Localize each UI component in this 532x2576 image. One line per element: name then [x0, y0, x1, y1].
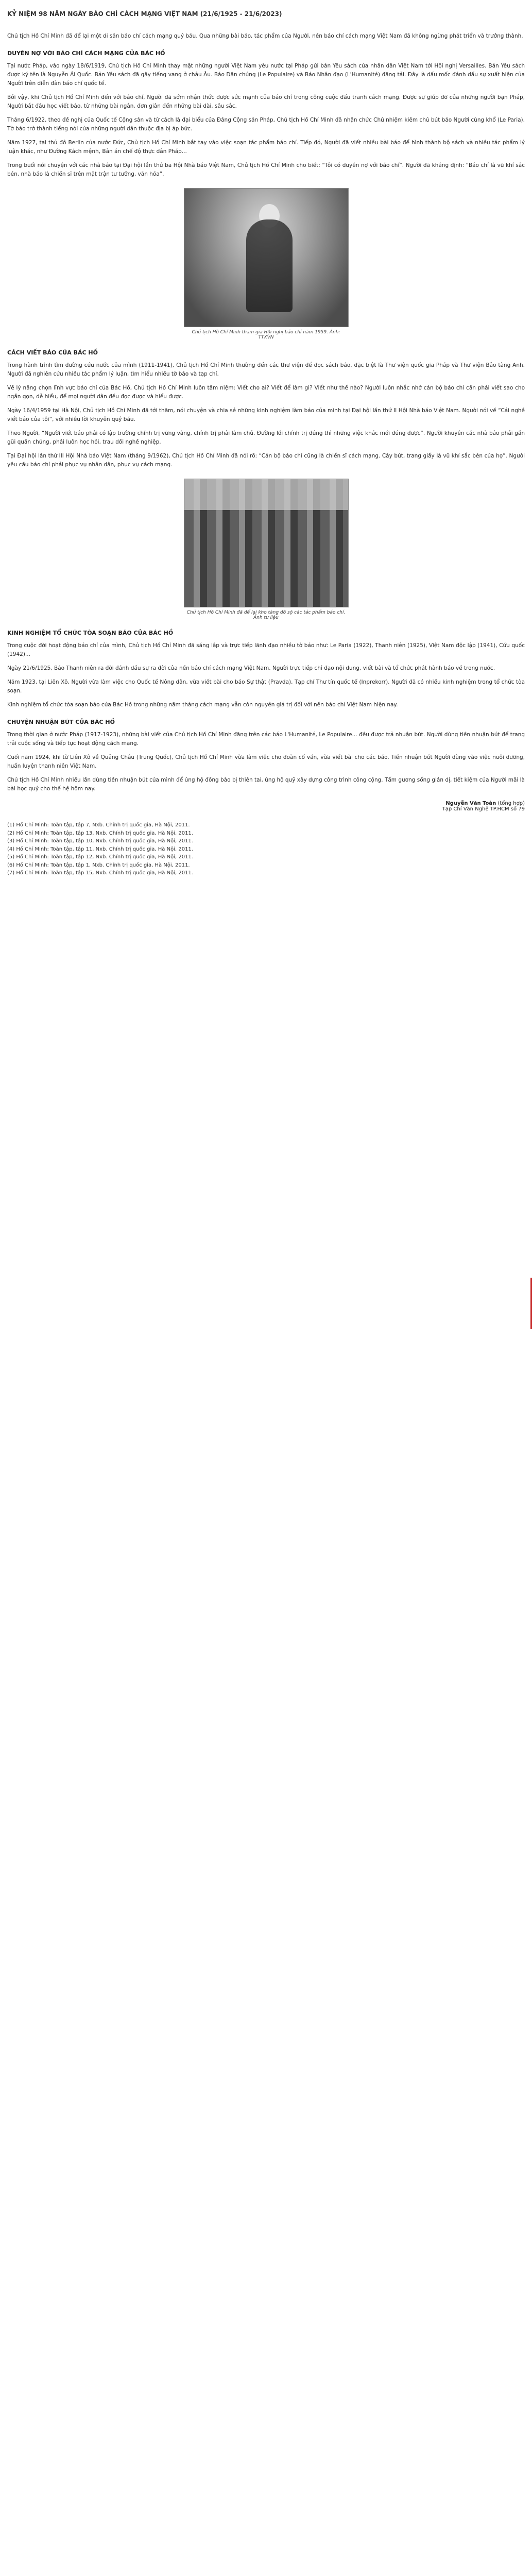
section-heading: CÁCH VIẾT BÁO CỦA BÁC HỒ: [7, 349, 98, 356]
paragraph: Tại nước Pháp, vào ngày 18/6/1919, Chủ tịch Hồ Chí Minh thay mặt những người Việt Nam yêu nước tại Pháp gửi bản Yêu sách của nhân dân Việt Nam tới Hội nghị Versailles. Bản Yêu sách được ký tên là Nguyễn Ái Quốc. Bản Yêu sách đã gây tiếng vang ở châu Âu. Báo Dân chúng (Le Populaire) và Báo Nhân đạo (L'Humanité) đăng tải. Đây là dấu mốc đánh dấu sự xuất hiện của Người trên diễn đàn báo chí quốc tế.: [7, 63, 525, 87]
paragraph: Tại Đại hội lần thứ III Hội Nhà báo Việt Nam (tháng 9/1962), Chủ tịch Hồ Chí Minh đã nói rõ: “Cán bộ báo chí cũng là chiến sĩ cách mạng. Cây bút, trang giấy là vũ khí sắc bén của họ”. Người yêu cầu báo chí phải phục vụ nhân dân, phục vụ cách mạng.: [7, 453, 525, 468]
paragraph: Ngày 16/4/1959 tại Hà Nội, Chủ tịch Hồ Chí Minh đã tới thăm, nói chuyện và chia sẻ những kinh nghiệm làm báo của mình tại Đại hội lần thứ II Hội Nhà báo Việt Nam. Người nói về “Cái nghề viết báo của tôi”, với nhiều lời khuyên quý báu.: [7, 408, 525, 422]
section-heading: CHUYỆN NHUẬN BÚT CỦA BÁC HỒ: [7, 719, 115, 725]
section-heading: KINH NGHIỆM TỔ CHỨC TÒA SOẠN BÁO CỦA BÁC HỒ: [7, 630, 174, 636]
section-heading: DUYÊN NỢ VỚI BÁO CHÍ CÁCH MẠNG CỦA BÁC HỒ: [7, 50, 165, 57]
author-name: Nguyễn Văn Toàn: [445, 801, 496, 806]
paragraph: Chủ tịch Hồ Chí Minh nhiều lần dùng tiền nhuận bút của mình để ủng hộ đồng bào bị thiên tai, ủng hộ quỹ xây dựng công trình công cộng. Tấm gương sống giản dị, tiết kiệm của Người mãi là bài học quý cho thế hệ hôm nay.: [7, 777, 525, 792]
paragraph: Ngày 21/6/1925, Báo Thanh niên ra đời đánh dấu sự ra đời của nền báo chí cách mạng Việt Nam. Người trực tiếp chỉ đạo nội dung, viết bài và tổ chức phát hành báo về trong nước.: [7, 665, 495, 671]
references: [7, 821, 525, 877]
paragraph: Trong thời gian ở nước Pháp (1917-1923), những bài viết của Chủ tịch Hồ Chí Minh đăng trên các báo L'Humanité, Le Populaire... đều được trả nhuận bút. Người dùng tiền nhuận bút để trang trải cuộc sống và tiếp tục hoạt động cách mạng.: [7, 732, 525, 747]
paragraph: Kinh nghiệm tổ chức tòa soạn báo của Bác Hồ trong những năm tháng cách mạng vẫn còn nguyên giá trị đối với nền báo chí Việt Nam hiện nay.: [7, 702, 398, 708]
paragraph: Tháng 6/1922, theo đề nghị của Quốc tế Cộng sản và từ cách là đại biểu của Đảng Cộng sản Pháp, Chủ tịch Hồ Chí Minh đã nhận chức Chủ nhiệm kiêm chủ bút báo Người cùng khổ (Le Paria). Tờ báo trở thành tiếng nói của những người dân thuộc địa bị áp bức.: [7, 117, 525, 132]
figure: [184, 188, 349, 340]
article-title: KỶ NIỆM 98 NĂM NGÀY BÁO CHÍ CÁCH MẠNG VIỆT NAM (21/6/1925 - 21/6/2023): [7, 10, 282, 18]
figure: [184, 479, 349, 620]
reference-item: (5) Hồ Chí Minh: Toàn tập, tập 12, Nxb. Chính trị quốc gia, Hà Nội, 2011.: [7, 854, 193, 860]
paragraph: Năm 1923, tại Liên Xô, Người vừa làm việc cho Quốc tế Nông dân, vừa viết bài cho báo Sự thật (Pravda), Tạp chí Thư tín quốc tế (Inprekorr). Người đã có nhiều kinh nghiệm trong tổ chức tòa soạn.: [7, 679, 525, 694]
reference-item: (6) Hồ Chí Minh: Toàn tập, tập 1, Nxb. Chính trị quốc gia, Hà Nội, 2011.: [7, 862, 190, 868]
figure-caption: Chủ tịch Hồ Chí Minh tham gia Hội nghị báo chí năm 1959. Ảnh: TTXVN: [192, 330, 340, 340]
paragraph: Theo Người, “Người viết báo phải có lập trường chính trị vững vàng, chính trị phải làm chủ. Đường lối chính trị đúng thì những việc khác mới đúng được”. Người khuyên các nhà báo phải gần gũi quần chúng, phải luôn học hỏi, trau dồi nghề nghiệp.: [7, 430, 525, 445]
author-signature: [7, 801, 525, 812]
paragraph: Về lý năng chọn lĩnh vực báo chí của Bác Hồ, Chủ tịch Hồ Chí Minh luôn tâm niệm: Viết cho ai? Viết để làm gì? Viết như thế nào? Người luôn nhắc nhở cán bộ báo chí cần phải viết sao cho ngắn gọn, dễ hiểu, để mọi người dân đều đọc được và hiểu được.: [7, 385, 525, 400]
reference-item: (4) Hồ Chí Minh: Toàn tập, tập 11, Nxb. Chính trị quốc gia, Hà Nội, 2011.: [7, 846, 193, 852]
source-line: Tạp Chí Văn Nghệ TP.HCM số 79: [442, 806, 525, 812]
paragraph: Trong hành trình tìm đường cứu nước của mình (1911-1941), Chủ tịch Hồ Chí Minh thường đến các thư viện để đọc sách báo, đặc biệt là Thư viện quốc gia Pháp và Thư viện Bảo tàng Anh. Người đã nghiên cứu nhiều tác phẩm lý luận, tìm hiểu nhiều tờ báo và tạp chí.: [7, 362, 525, 377]
paragraph: Trong buổi nói chuyện với các nhà báo tại Đại hội lần thứ ba Hội Nhà báo Việt Nam, Chủ tịch Hồ Chí Minh cho biết: “Tôi có duyên nợ với báo chí”. Người đã khẳng định: “Báo chí là vũ khí sắc bén, nhà báo là chiến sĩ trên mặt trận tư tưởng, văn hóa”.: [7, 162, 525, 177]
intro-paragraph: Chủ tịch Hồ Chí Minh đã để lại một di sản báo chí cách mạng quý báu. Qua những bài báo, tác phẩm của Người, nền báo chí cách mạng Việt Nam đã không ngừng phát triển và trưởng thành.: [7, 33, 523, 39]
paragraph: Năm 1927, tại thủ đô Berlin của nước Đức, Chủ tịch Hồ Chí Minh bắt tay vào việc soạn tác phẩm báo chí. Tiếp đó, Người đã viết nhiều bài báo để hình thành bộ sách và nhiều tác phẩm lý luận khác, như Đường Kách mệnh, Bản án chế độ thực dân Pháp...: [7, 140, 525, 155]
reference-item: (1) Hồ Chí Minh: Toàn tập, tập 7, Nxb. Chính trị quốc gia, Hà Nội, 2011.: [7, 822, 190, 828]
reference-item: (3) Hồ Chí Minh: Toàn tập, tập 10, Nxb. Chính trị quốc gia, Hà Nội, 2011.: [7, 838, 193, 844]
author-note: (tổng hợp): [497, 801, 525, 806]
photo-ho-chi-minh: [184, 188, 349, 327]
paragraph: Cuối năm 1924, khi từ Liên Xô về Quảng Châu (Trung Quốc), Chủ tịch Hồ Chí Minh vừa làm việc cho đoàn cố vấn, vừa viết bài cho các báo. Tiền nhuận bút Người dùng vào việc nuôi dưỡng, huấn luyện thanh niên Việt Nam.: [7, 754, 525, 769]
photo-newspapers: [184, 479, 349, 607]
reference-item: (2) Hồ Chí Minh: Toàn tập, tập 13, Nxb. Chính trị quốc gia, Hà Nội, 2011.: [7, 830, 193, 836]
figure-caption: Chủ tịch Hồ Chí Minh đã để lại kho tàng đồ sộ các tác phẩm báo chí. Ảnh tư liệu: [186, 610, 346, 620]
paragraph: Trong cuộc đời hoạt động báo chí của mình, Chủ tịch Hồ Chí Minh đã sáng lập và trực tiếp lãnh đạo nhiều tờ báo như: Le Paria (1922), Thanh niên (1925), Việt Nam độc lập (1941), Cứu quốc (1942)...: [7, 642, 525, 657]
reference-item: (7) Hồ Chí Minh: Toàn tập, tập 15, Nxb. Chính trị quốc gia, Hà Nội, 2011.: [7, 870, 193, 876]
paragraph: Bởi vậy, khi Chủ tịch Hồ Chí Minh đến với báo chí, Người đã sớm nhận thức được sức mạnh của báo chí trong công cuộc đấu tranh cách mạng. Được sự giúp đỡ của những người bạn Pháp, Người bắt đầu học viết báo, từ những bài ngắn, đơn giản đến những bài dài, sâu sắc.: [7, 94, 525, 109]
